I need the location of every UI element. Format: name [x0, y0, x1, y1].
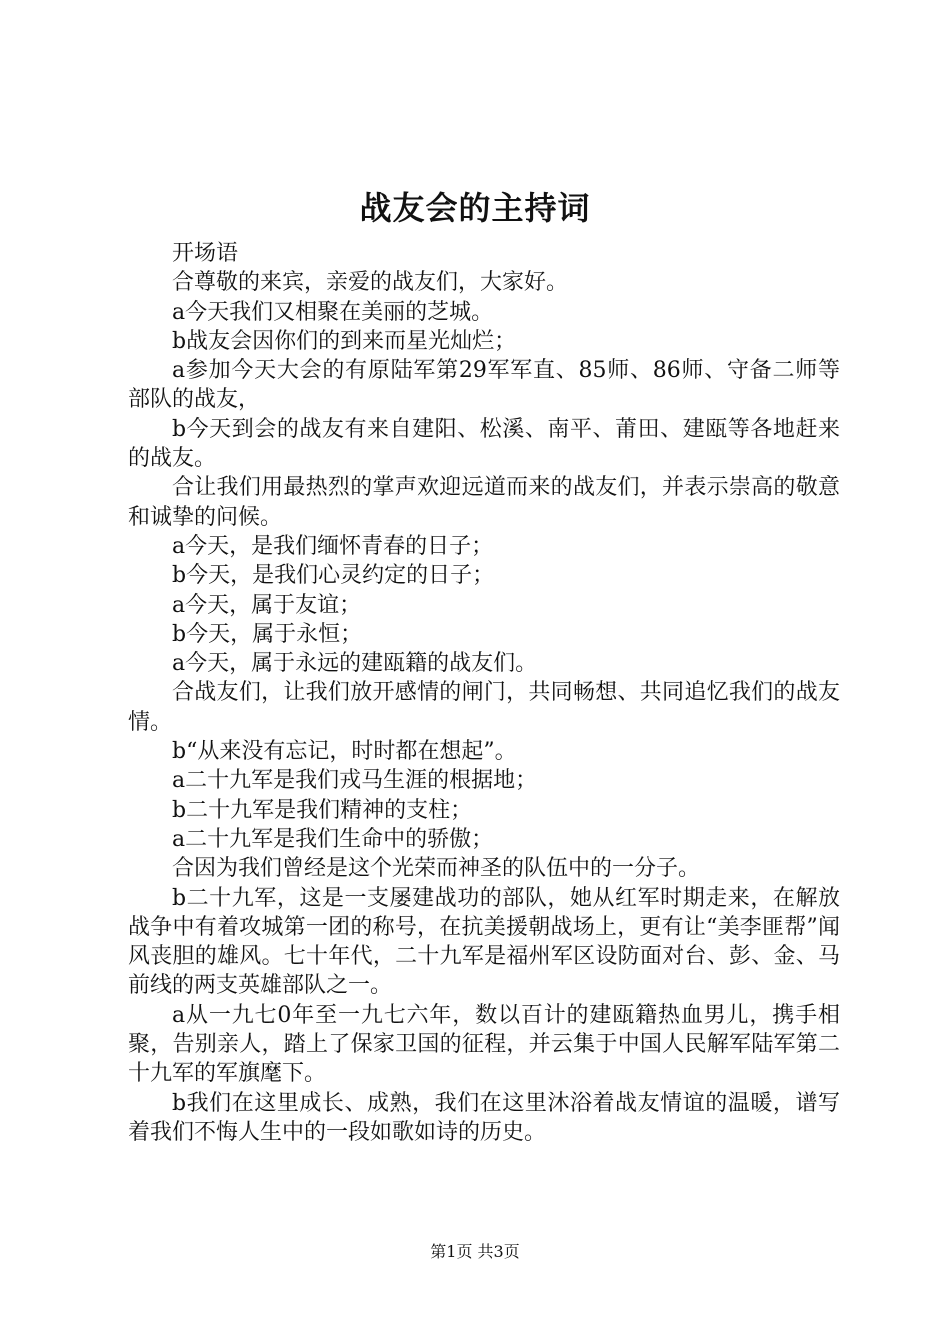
paragraph: b二十九军，这是一支屡建战功的部队，她从红军时期走来，在解放战争中有着攻城第一团的称号，在抗美援朝战场上，更有让“美李匪帮”闻风丧胆的雄风。七十年代，二十九军是福州军区设防面对台、彭、金、马前线的两支英雄部队之一。	[128, 885, 840, 999]
paragraph: b今天，是我们心灵约定的日子；	[172, 563, 495, 589]
paragraph: 合因为我们曾经是这个光荣而神圣的队伍中的一分子。	[172, 856, 701, 882]
paragraph: b战友会因你们的到来而星光灿烂；	[172, 328, 517, 354]
paragraph: a今天，属于永远的建瓯籍的战友们。	[172, 651, 538, 677]
paragraph: a今天，属于友谊；	[172, 592, 362, 618]
paragraph: a今天，是我们缅怀青春的日子；	[172, 533, 494, 559]
paragraph: a从一九七0年至一九七六年，数以百计的建瓯籍热血男儿，携手相聚，告别亲人，踏上了保家卫国的征程，并云集于中国人民解军陆军第二十九军的军旗麾下。	[128, 1002, 840, 1087]
paragraph: 开场语	[172, 241, 239, 266]
paragraph: b“从来没有忘记，时时都在想起”。	[172, 739, 517, 765]
document-title: 战友会的主持词	[359, 189, 591, 227]
paragraph: 合战友们，让我们放开感情的闸门，共同畅想、共同追忆我们的战友情。	[128, 680, 840, 735]
paragraph: a二十九军是我们戎马生涯的根据地；	[172, 768, 538, 794]
paragraph: b今天到会的战友有来自建阳、松溪、南平、莆田、建瓯等各地赶来的战友。	[128, 416, 840, 472]
paragraph: a今天我们又相聚在美丽的芝城。	[172, 299, 494, 325]
paragraph: 合让我们用最热烈的掌声欢迎远道而来的战友们，并表示崇高的敬意和诚挚的问候。	[128, 475, 840, 530]
paragraph: b二十九军是我们精神的支柱；	[172, 797, 473, 823]
paragraph: a二十九军是我们生命中的骄傲；	[172, 826, 494, 852]
paragraph: b今天，属于永恒；	[172, 621, 363, 647]
paragraph: b我们在这里成长、成熟，我们在这里沐浴着战友情谊的温暖，谱写着我们不悔人生中的一段如歌如诗的历史。	[128, 1090, 840, 1145]
page-number-footer: 第1页 共3页	[430, 1242, 520, 1261]
paragraph: 合尊敬的来宾，亲爱的战友们，大家好。	[172, 270, 569, 296]
paragraph: a参加今天大会的有原陆军第29军军直、85师、86师、守备二师等部队的战友，	[128, 358, 840, 413]
document-body	[128, 239, 840, 1147]
